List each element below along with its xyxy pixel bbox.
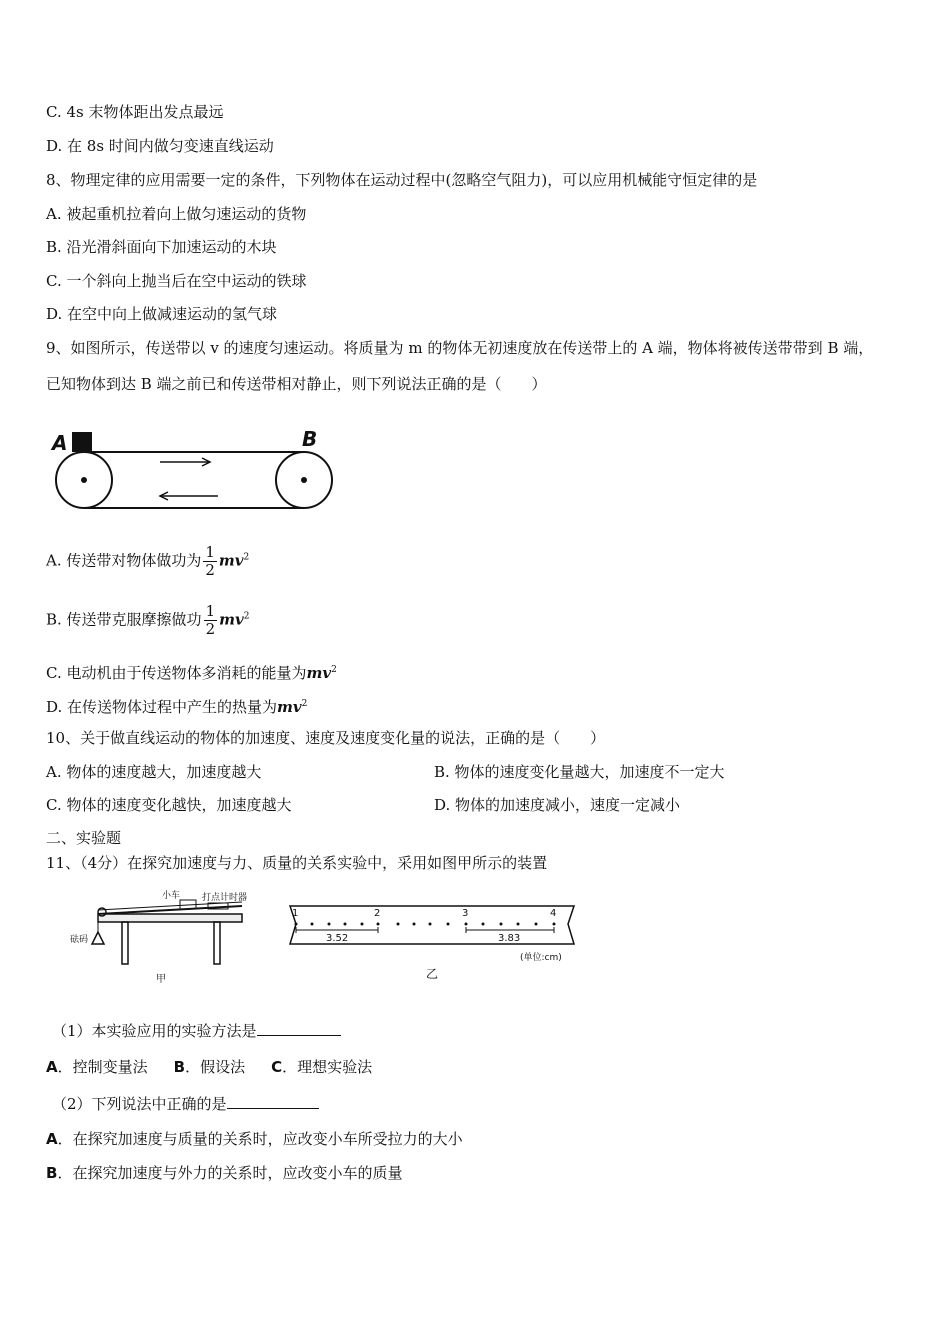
right-pulley-axle [301, 477, 307, 483]
q8-stem: 8、物理定律的应用需要一定的条件，下列物体在运动过程中(忽略空气阻力)，可以应用机械能守恒定律的是 [46, 171, 758, 189]
q10-option-b: B. 物体的速度变化量越大，加速度不一定大 [434, 763, 725, 781]
q9-option-d: D. 在传送物体过程中产生的热量为$mv^2$ [46, 698, 308, 716]
table-leg-right [214, 922, 220, 964]
q7-option-d: D. 在 8s 时间内做匀变速直线运动 [46, 137, 274, 155]
q10-option-c: C. 物体的速度变化越快，加速度越大 [46, 796, 292, 814]
fraction-half: $\frac{1}{2}$ [205, 543, 215, 579]
apparatus-figure [58, 888, 258, 984]
label-a: A [52, 431, 68, 455]
answer-blank-1[interactable] [257, 1021, 341, 1036]
timer-label: 打点计时器 [202, 893, 248, 903]
table-top [98, 914, 242, 922]
q8-option-c: C. 一个斜向上抛当后在空中运动的铁球 [46, 272, 307, 290]
label-b: B [302, 427, 318, 451]
tape-distance-2: 3.83 [498, 933, 521, 944]
figure-jia-label: 甲 [156, 974, 166, 984]
q8-option-a: A. 被起重机拉着向上做匀速运动的货物 [46, 205, 307, 223]
tape-point-3: 3 [462, 908, 469, 919]
q8-option-b: B. 沿光滑斜面向下加速运动的木块 [46, 238, 277, 256]
q10-option-a: A. 物体的速度越大，加速度越大 [46, 763, 262, 781]
conveyor-belt-figure [48, 424, 338, 514]
q11-sub2-option-b: B．在探究加速度与外力的关系时，应改变小车的质量 [46, 1164, 403, 1182]
left-pulley-axle [81, 477, 87, 483]
fraction-half: $\frac{1}{2}$ [205, 602, 216, 638]
q10-option-d: D. 物体的加速度减小，速度一定减小 [434, 796, 681, 814]
q9-option-a: A. 传送带对物体做功为 $\frac{1}{2}$ $mv^2$ [46, 543, 250, 579]
q9-stem-line1: 9、如图所示，传送带以 v 的速度匀速运动。将质量为 m 的物体无初速度放在传送带上的 A 端，物体将被传送带带到 B 端， [46, 339, 874, 357]
tape-point-2: 2 [374, 908, 381, 919]
q9-stem-line2: 已知物体到达 B 端之前已和传送带相对静止，则下列说法正确的是（ ） [46, 375, 547, 393]
q8-option-d: D. 在空中向上做减速运动的氢气球 [46, 305, 278, 323]
weight-label: 砝码 [70, 935, 89, 945]
q7-option-c: C. 4s 末物体距出发点最远 [46, 103, 224, 121]
q11-sub1: （1）本实验应用的实验方法是 [52, 1021, 341, 1041]
tape-dots [295, 923, 556, 926]
tape-unit: (单位:cm) [520, 953, 562, 963]
tape-point-1: 1 [292, 908, 299, 919]
tape-figure [282, 900, 582, 984]
tape-distance-1: 3.52 [326, 933, 349, 944]
q11-sub1-options: A．控制变量法 B．假设法 C．理想实验法 [46, 1058, 373, 1076]
cart-label: 小车 [162, 891, 181, 901]
q9-option-b: B. 传送带克服摩擦做功 $\frac{1}{2}$ $mv^2$ [46, 602, 250, 638]
q11-stem: 11、（4分）在探究加速度与力、质量的关系实验中，采用如图甲所示的装置 [46, 854, 548, 872]
section-title: 二、实验题 [46, 829, 122, 847]
q11-sub2-option-a: A．在探究加速度与质量的关系时，应改变小车所受拉力的大小 [46, 1130, 463, 1148]
track [98, 906, 242, 914]
q10-stem: 10、关于做直线运动的物体的加速度、速度及速度变化量的说法，正确的是（ ） [46, 729, 606, 747]
table-leg-left [122, 922, 128, 964]
weight [92, 932, 104, 944]
tape-point-4: 4 [550, 908, 557, 919]
object-block [72, 432, 92, 452]
q9-option-c: C. 电动机由于传送物体多消耗的能量为$mv^2$ [46, 664, 337, 682]
figure-yi-label: 乙 [426, 967, 439, 981]
q11-sub2: （2）下列说法中正确的是 [52, 1094, 319, 1114]
answer-blank-2[interactable] [227, 1094, 319, 1109]
